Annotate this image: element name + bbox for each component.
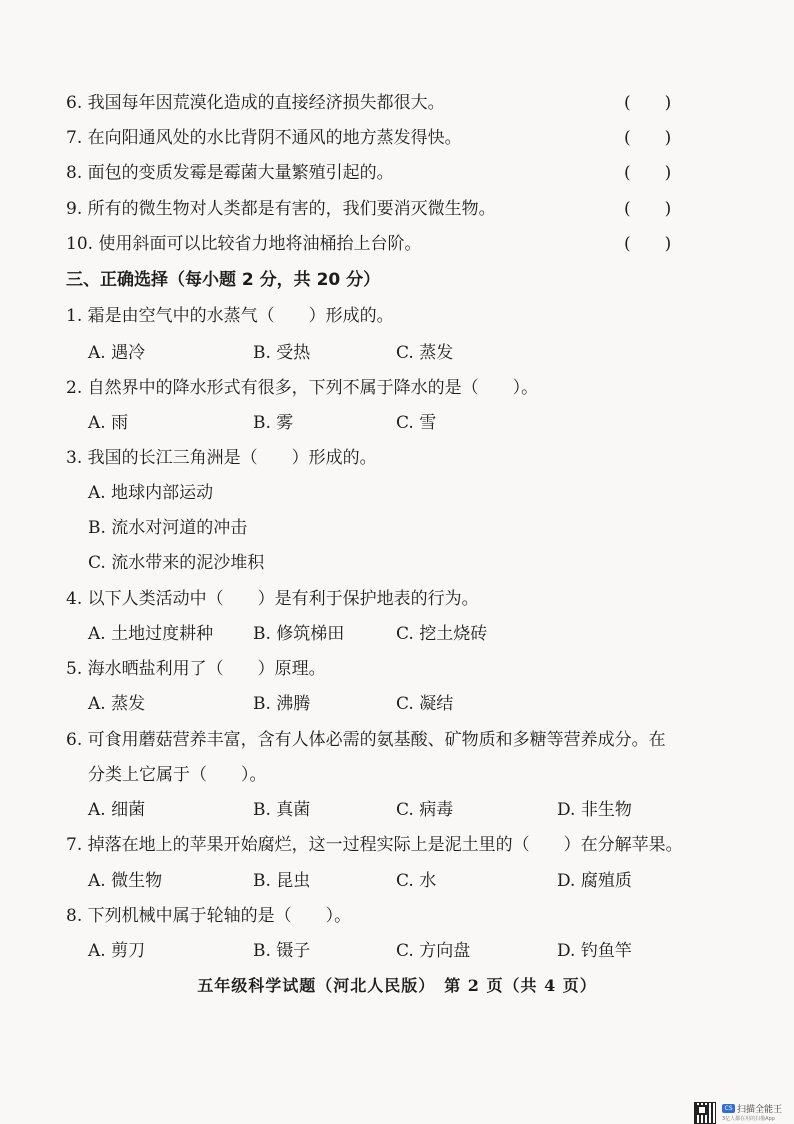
q7-option-a[interactable]: A. 微生物 bbox=[88, 871, 163, 891]
answer-paren-6[interactable]: ( ) bbox=[624, 93, 672, 113]
q3-option-a[interactable]: A. 地球内部运动 bbox=[88, 483, 214, 503]
answer-paren-8[interactable]: ( ) bbox=[624, 163, 672, 183]
judgment-item-6: 6. 我国每年因荒漠化造成的直接经济损失都很大。 bbox=[66, 93, 445, 113]
question-4-stem: 4. 以下人类活动中（ ）是有利于保护地表的行为。 bbox=[66, 589, 479, 609]
judgment-item-9: 9. 所有的微生物对人类都是有害的，我们要消灭微生物。 bbox=[66, 199, 496, 219]
question-2-stem: 2. 自然界中的降水形式有很多，下列不属于降水的是（ ）。 bbox=[66, 378, 539, 398]
scanner-app-name: 扫描全能王 bbox=[737, 1105, 783, 1115]
q1-option-a[interactable]: A. 遇冷 bbox=[88, 343, 146, 363]
q8-option-c[interactable]: C. 方向盘 bbox=[396, 941, 471, 961]
q8-option-d[interactable]: D. 钓鱼竿 bbox=[557, 941, 632, 961]
q2-option-c[interactable]: C. 雪 bbox=[396, 413, 437, 433]
q2-option-b[interactable]: B. 雾 bbox=[253, 413, 294, 433]
qr-code-icon bbox=[694, 1102, 716, 1124]
q8-option-b[interactable]: B. 镊子 bbox=[253, 941, 311, 961]
q3-option-c[interactable]: C. 流水带来的泥沙堆积 bbox=[88, 553, 265, 573]
answer-paren-7[interactable]: ( ) bbox=[624, 128, 672, 148]
section-heading: 三、正确选择（每小题 2 分，共 20 分） bbox=[66, 270, 381, 290]
question-6-stem: 6. 可食用蘑菇营养丰富，含有人体必需的氨基酸、矿物质和多糖等营养成分。在 bbox=[66, 730, 666, 750]
q6-option-b[interactable]: B. 真菌 bbox=[253, 800, 311, 820]
q4-option-c[interactable]: C. 挖土烧砖 bbox=[396, 624, 488, 644]
question-3-stem: 3. 我国的长江三角洲是（ ）形成的。 bbox=[66, 448, 377, 468]
scanner-watermark bbox=[694, 1104, 786, 1124]
answer-paren-9[interactable]: ( ) bbox=[624, 199, 672, 219]
cs-logo-icon: CS bbox=[722, 1104, 735, 1113]
q7-option-c[interactable]: C. 水 bbox=[396, 871, 437, 891]
q6-option-d[interactable]: D. 非生物 bbox=[557, 800, 632, 820]
question-7-stem: 7. 掉落在地上的苹果开始腐烂，这一过程实际上是泥土里的（ ）在分解苹果。 bbox=[66, 835, 683, 855]
q6-option-a[interactable]: A. 细菌 bbox=[88, 800, 146, 820]
q5-option-c[interactable]: C. 凝结 bbox=[396, 694, 454, 714]
q3-option-b[interactable]: B. 流水对河道的冲击 bbox=[88, 518, 248, 538]
question-1-stem: 1. 霜是由空气中的水蒸气（ ）形成的。 bbox=[66, 306, 394, 326]
q4-option-b[interactable]: B. 修筑梯田 bbox=[253, 624, 345, 644]
q4-option-a[interactable]: A. 土地过度耕种 bbox=[88, 624, 214, 644]
q2-option-a[interactable]: A. 雨 bbox=[88, 413, 129, 433]
q5-option-a[interactable]: A. 蒸发 bbox=[88, 694, 146, 714]
judgment-item-7: 7. 在向阳通风处的水比背阴不通风的地方蒸发得快。 bbox=[66, 128, 462, 148]
judgment-item-8: 8. 面包的变质发霉是霉菌大量繁殖引起的。 bbox=[66, 163, 394, 183]
q7-option-d[interactable]: D. 腐殖质 bbox=[557, 871, 632, 891]
q1-option-b[interactable]: B. 受热 bbox=[253, 343, 311, 363]
question-6-stem-continued: 分类上它属于（ ）。 bbox=[88, 765, 267, 785]
q6-option-c[interactable]: C. 病毒 bbox=[396, 800, 454, 820]
answer-paren-10[interactable]: ( ) bbox=[624, 234, 672, 254]
q5-option-b[interactable]: B. 沸腾 bbox=[253, 694, 311, 714]
judgment-item-10: 10. 使用斜面可以比较省力地将油桶抬上台阶。 bbox=[66, 234, 422, 254]
scanner-tagline: 3亿人都在用的扫描App bbox=[722, 1116, 775, 1122]
q8-option-a[interactable]: A. 剪刀 bbox=[88, 941, 146, 961]
question-5-stem: 5. 海水晒盐利用了（ ）原理。 bbox=[66, 659, 326, 679]
q7-option-b[interactable]: B. 昆虫 bbox=[253, 871, 311, 891]
q1-option-c[interactable]: C. 蒸发 bbox=[396, 343, 454, 363]
page-footer: 五年级科学试题（河北人民版） 第 2 页（共 4 页） bbox=[197, 976, 597, 995]
question-8-stem: 8. 下列机械中属于轮轴的是（ ）。 bbox=[66, 906, 352, 926]
